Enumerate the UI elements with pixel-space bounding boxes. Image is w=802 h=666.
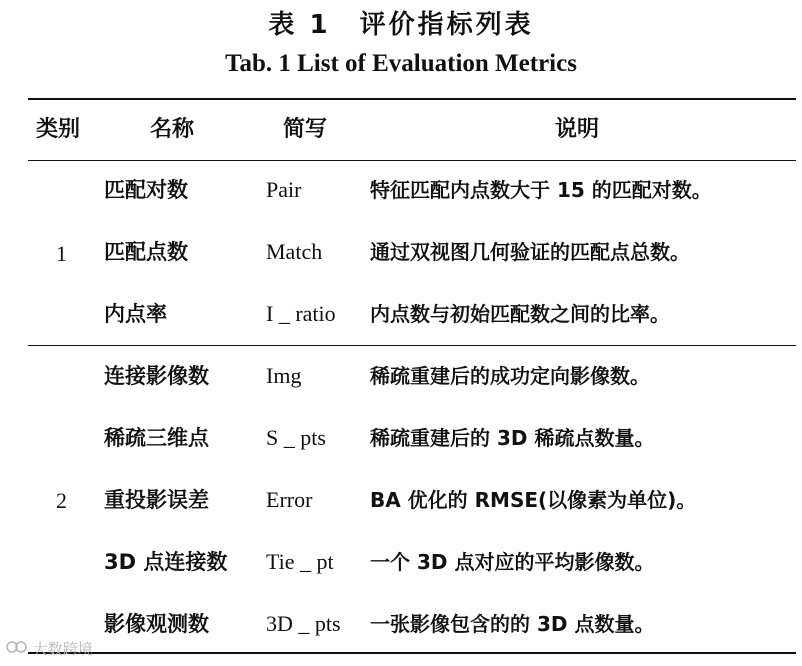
metric-abbr: Pair	[266, 177, 302, 202]
metric-abbr: Img	[266, 363, 302, 388]
metric-description: 通过双视图几何验证的匹配点总数。	[370, 240, 690, 264]
metric-description: BA 优化的 RMSE(以像素为单位)。	[370, 488, 697, 512]
watermark	[6, 638, 93, 659]
table-title-chinese: 表 1 评价指标列表	[268, 10, 534, 40]
table-row	[0, 610, 802, 640]
metric-abbr: Tie _ pt	[266, 549, 334, 574]
metric-name: 重投影误差	[104, 488, 209, 512]
category-1: 1	[56, 241, 67, 266]
category-2: 2	[56, 488, 67, 513]
metric-abbr: Error	[266, 487, 313, 512]
table-row	[0, 548, 802, 578]
header-rule	[28, 160, 796, 161]
metric-description: 一个 3D 点对应的平均影像数。	[370, 550, 655, 574]
table-title-english: Tab. 1 List of Evaluation Metrics	[225, 50, 577, 77]
table-row	[0, 424, 802, 454]
top-rule	[28, 98, 796, 100]
metric-name: 3D 点连接数	[104, 550, 228, 574]
table-row	[0, 486, 802, 516]
metric-name: 影像观测数	[104, 612, 209, 636]
metric-name: 连接影像数	[104, 364, 209, 388]
bottom-rule	[28, 652, 796, 654]
metric-abbr: 3D _ pts	[266, 611, 341, 636]
metric-name: 稀疏三维点	[104, 426, 209, 450]
metric-description: 内点数与初始匹配数之间的比率。	[370, 302, 670, 326]
group-rule	[28, 345, 796, 346]
header-name: 名称	[150, 117, 195, 142]
header-description: 说明	[555, 117, 600, 142]
logo-glyph-icon	[6, 640, 28, 654]
metric-name: 匹配对数	[104, 178, 188, 202]
header-category: 类别	[36, 117, 81, 142]
watermark-text: 大数跨境	[32, 640, 93, 658]
table-row	[0, 176, 802, 206]
metric-description: 稀疏重建后的成功定向影像数。	[370, 364, 650, 388]
metric-abbr: I _ ratio	[266, 301, 336, 326]
metric-description: 特征匹配内点数大于 15 的匹配对数。	[370, 178, 712, 202]
table-row	[0, 362, 802, 392]
metric-abbr: S _ pts	[266, 425, 326, 450]
table-row	[0, 300, 802, 330]
metric-name: 匹配点数	[104, 240, 188, 264]
header-abbr: 简写	[283, 117, 328, 142]
metric-description: 一张影像包含的的 3D 点数量。	[370, 612, 655, 636]
metric-abbr: Match	[266, 239, 323, 264]
metric-description: 稀疏重建后的 3D 稀疏点数量。	[370, 426, 655, 450]
table-row	[0, 238, 802, 268]
metric-name: 内点率	[104, 302, 167, 326]
